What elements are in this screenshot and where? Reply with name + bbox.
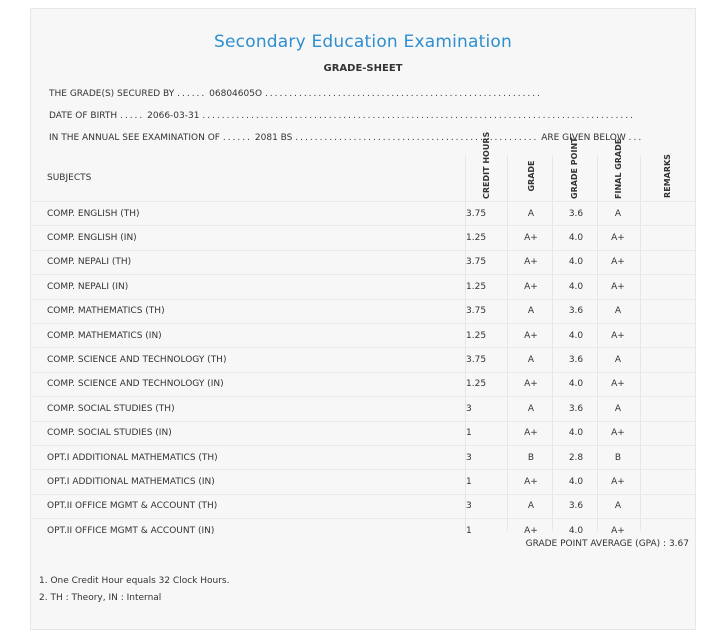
grade-sheet-panel xyxy=(30,8,696,630)
subject-cell: COMP. NEPALI (IN) xyxy=(47,281,129,292)
grade-point-cell: 4.0 xyxy=(568,233,584,244)
grade-cell: A+ xyxy=(524,257,538,268)
subject-cell: OPT.I ADDITIONAL MATHEMATICS (IN) xyxy=(47,476,215,487)
credit-hours-header: CREDIT HOURS xyxy=(482,131,491,199)
grade-cell: A+ xyxy=(524,330,538,341)
grade-cell: A xyxy=(527,355,535,366)
credit-hours-cell: 3 xyxy=(466,501,472,512)
credit-hours-cell: 3.75 xyxy=(466,306,487,317)
grade-point-cell: 4.0 xyxy=(568,525,584,536)
table-row xyxy=(33,299,695,323)
grade-point-cell: 3.6 xyxy=(568,306,584,317)
grade-point-cell: 2.8 xyxy=(568,452,584,463)
credit-hours-cell: 3.75 xyxy=(466,208,487,219)
grade-cell: A+ xyxy=(524,428,538,439)
final-grade-header: FINAL GRADE xyxy=(614,138,623,199)
subject-cell: COMP. ENGLISH (IN) xyxy=(47,233,137,244)
subject-cell: COMP. SCIENCE AND TECHNOLOGY (TH) xyxy=(47,355,227,366)
subject-cell: COMP. MATHEMATICS (TH) xyxy=(47,306,165,317)
dob-value: 2066-03-31 xyxy=(147,111,200,121)
final-grade-cell: A xyxy=(614,355,622,366)
credit-hours-cell: 3 xyxy=(466,452,472,463)
dob-line: DATE OF BIRTH ..... 2066-03-31 ......................................................................................... xyxy=(49,111,635,121)
exam-label: IN THE ANNUAL SEE EXAMINATION OF xyxy=(49,133,220,143)
table-row xyxy=(33,494,695,518)
gpa-summary xyxy=(526,539,689,549)
secured-by-line: THE GRADE(S) SECURED BY ...... 06804605O ......................................................... xyxy=(49,89,543,99)
grade-header: GRADE xyxy=(527,160,536,192)
exam-title: Secondary Education Examination xyxy=(214,32,512,52)
grade-point-cell: 3.6 xyxy=(568,208,584,219)
gpa-label: GRADE POINT AVERAGE (GPA) : xyxy=(525,539,667,549)
grade-sheet-heading: GRADE-SHEET xyxy=(323,63,403,74)
credit-hours-cell: 1.25 xyxy=(466,233,487,244)
secured-by-label: THE GRADE(S) SECURED BY xyxy=(49,89,175,99)
grade-cell: A xyxy=(527,208,535,219)
subject-cell: COMP. MATHEMATICS (IN) xyxy=(47,330,162,341)
footnote-item: 1. One Credit Hour equals 32 Clock Hours. xyxy=(39,576,230,586)
table-row xyxy=(33,421,695,445)
grade-cell: B xyxy=(527,452,535,463)
exam-year: 2081 BS xyxy=(254,133,293,143)
credit-hours-cell: 3.75 xyxy=(466,355,487,366)
subjects-header: SUBJECTS xyxy=(47,173,92,183)
subject-cell: COMP. ENGLISH (TH) xyxy=(47,208,140,219)
credit-hours-cell: 1 xyxy=(466,428,472,439)
footnote-item: 2. TH : Theory, IN : Internal xyxy=(39,593,162,603)
grade-point-cell: 4.0 xyxy=(568,257,584,268)
table-row xyxy=(33,469,695,493)
final-grade-cell: A+ xyxy=(611,525,625,536)
grade-point-cell: 3.6 xyxy=(568,355,584,366)
grade-cell: A xyxy=(527,501,535,512)
credit-hours-cell: 1.25 xyxy=(466,281,487,292)
subject-cell: OPT.I ADDITIONAL MATHEMATICS (TH) xyxy=(47,452,218,463)
final-grade-cell: A+ xyxy=(611,379,625,390)
grade-point-cell: 3.6 xyxy=(568,403,584,414)
final-grade-cell: A+ xyxy=(611,330,625,341)
table-row xyxy=(33,250,695,274)
exam-line: IN THE ANNUAL SEE EXAMINATION OF ...... 2081 BS .................................................. ARE GIVEN BELOW ... xyxy=(49,133,644,143)
grade-cell: A+ xyxy=(524,281,538,292)
final-grade-cell: A+ xyxy=(611,428,625,439)
grade-point-cell: 4.0 xyxy=(568,379,584,390)
final-grade-cell: A xyxy=(614,306,622,317)
table-row xyxy=(33,274,695,298)
subject-cell: COMP. SCIENCE AND TECHNOLOGY (IN) xyxy=(47,379,224,390)
grade-cell: A+ xyxy=(524,476,538,487)
final-grade-cell: A xyxy=(614,208,622,219)
final-grade-cell: A xyxy=(614,403,622,414)
credit-hours-cell: 3.75 xyxy=(466,257,487,268)
grade-point-cell: 4.0 xyxy=(568,281,584,292)
final-grade-cell: A xyxy=(614,501,622,512)
table-row xyxy=(33,323,695,347)
table-row xyxy=(33,372,695,396)
credit-hours-cell: 1 xyxy=(466,525,472,536)
final-grade-cell: A+ xyxy=(611,257,625,268)
subject-cell: COMP. NEPALI (TH) xyxy=(47,257,132,268)
subject-cell: OPT.II OFFICE MGMT & ACCOUNT (IN) xyxy=(47,525,215,536)
subject-cell: OPT.II OFFICE MGMT & ACCOUNT (TH) xyxy=(47,501,218,512)
grade-point-header: GRADE POINT xyxy=(570,137,579,199)
grade-point-cell: 4.0 xyxy=(568,476,584,487)
gpa-value: 3.67 xyxy=(668,539,689,549)
final-grade-cell: A+ xyxy=(611,281,625,292)
final-grade-cell: B xyxy=(614,452,622,463)
grade-cell: A+ xyxy=(524,233,538,244)
grade-cell: A xyxy=(527,306,535,317)
grade-point-cell: 4.0 xyxy=(568,330,584,341)
credit-hours-cell: 3 xyxy=(466,403,472,414)
credit-hours-cell: 1.25 xyxy=(466,330,487,341)
table-row xyxy=(33,225,695,249)
table-row xyxy=(33,396,695,420)
credit-hours-cell: 1.25 xyxy=(466,379,487,390)
grade-point-cell: 4.0 xyxy=(568,428,584,439)
grade-point-cell: 3.6 xyxy=(568,501,584,512)
final-grade-cell: A+ xyxy=(611,476,625,487)
credit-hours-cell: 1 xyxy=(466,476,472,487)
given-below-label: ARE GIVEN BELOW xyxy=(541,133,626,143)
subject-cell: COMP. SOCIAL STUDIES (IN) xyxy=(47,428,172,439)
table-row xyxy=(33,201,695,225)
footnotes xyxy=(39,573,229,607)
grade-cell: A+ xyxy=(524,379,538,390)
remarks-header: REMARKS xyxy=(663,154,672,198)
table-row xyxy=(33,347,695,371)
grade-cell: A xyxy=(527,403,535,414)
dob-label: DATE OF BIRTH xyxy=(49,111,118,121)
symbol-number: 06804605O xyxy=(209,89,263,99)
grade-cell: A+ xyxy=(524,525,538,536)
table-row xyxy=(33,445,695,469)
final-grade-cell: A+ xyxy=(611,233,625,244)
subject-cell: COMP. SOCIAL STUDIES (TH) xyxy=(47,403,175,414)
